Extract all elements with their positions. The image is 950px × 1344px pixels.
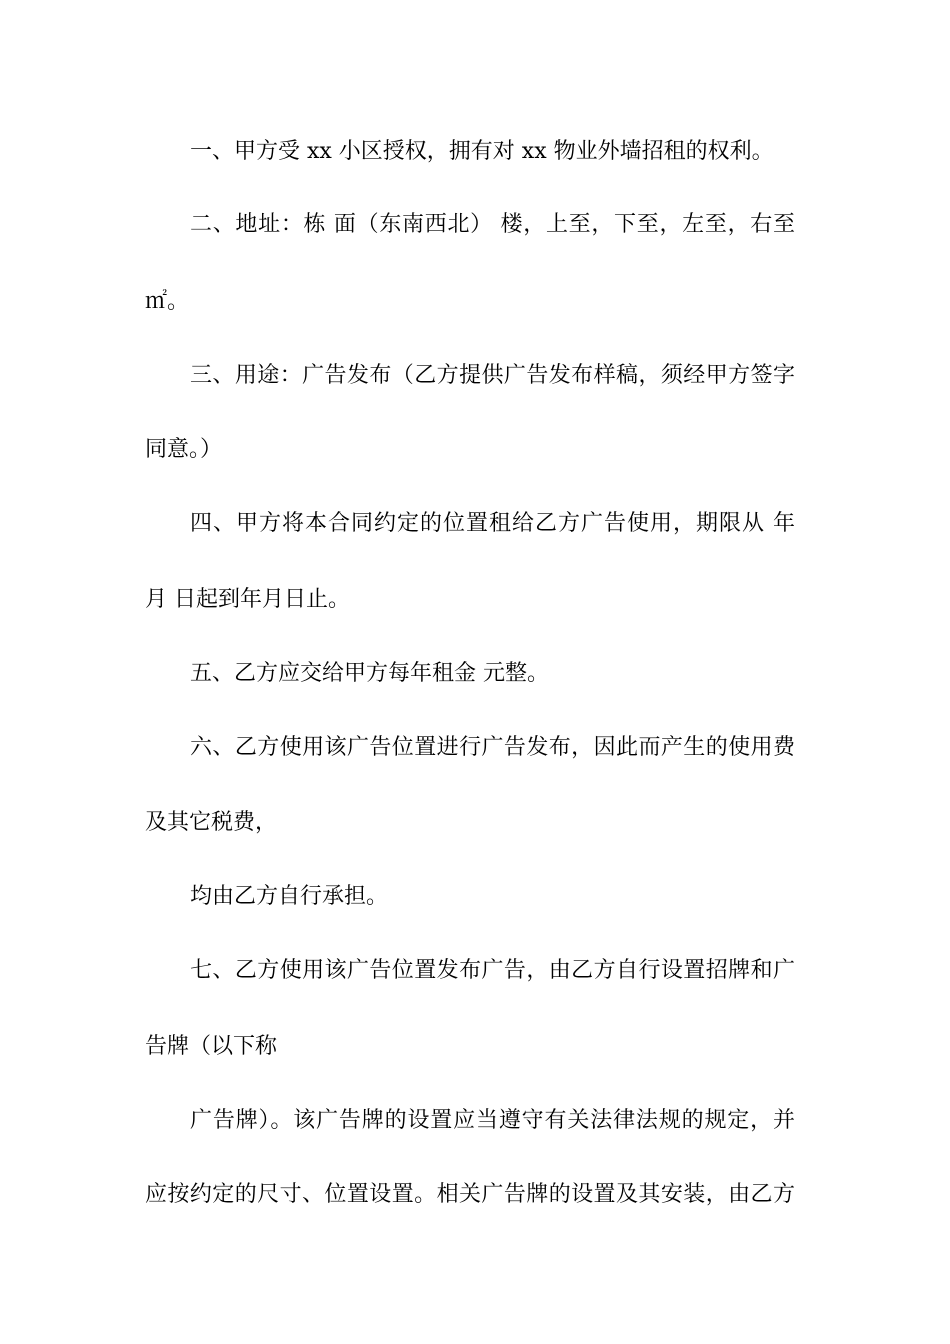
clause-7-line-4: 应按约定的尺寸、位置设置。相关广告牌的设置及其安装，由乙方 [145, 1182, 795, 1207]
clause-2-line-1: 二、地址：栋 面（东南西北） 楼，上至，下至，左至，右至 [190, 212, 795, 237]
clause-4-line-1: 四、甲方将本合同约定的位置租给乙方广告使用，期限从 年 [190, 511, 795, 536]
clause-3-line-1: 三、用途：广告发布（乙方提供广告发布样稿，须经甲方签字 [190, 363, 795, 388]
clause-6-line-3: 均由乙方自行承担。 [190, 884, 389, 909]
clause-7-line-1: 七、乙方使用该广告位置发布广告，由乙方自行设置招牌和广 [190, 958, 795, 983]
clause-2-line-2: ㎡。 [145, 289, 190, 314]
clause-6-line-2: 及其它税费， [145, 810, 278, 835]
clause-7-line-3: 广告牌）。该广告牌的设置应当遵守有关法律法规的规定，并 [190, 1108, 795, 1133]
clause-7-line-2: 告牌（以下称 [145, 1034, 278, 1059]
clause-6-line-1: 六、乙方使用该广告位置进行广告发布，因此而产生的使用费 [190, 735, 795, 760]
clause-5-line-1: 五、乙方应交给甲方每年租金 元整。 [190, 661, 549, 686]
clause-3-line-2: 同意。） [145, 437, 223, 462]
clause-1-line-1: 一、甲方受 xx 小区授权，拥有对 xx 物业外墙招租的权利。 [190, 139, 774, 164]
clause-4-line-2: 月 日起到年月日止。 [145, 587, 350, 612]
